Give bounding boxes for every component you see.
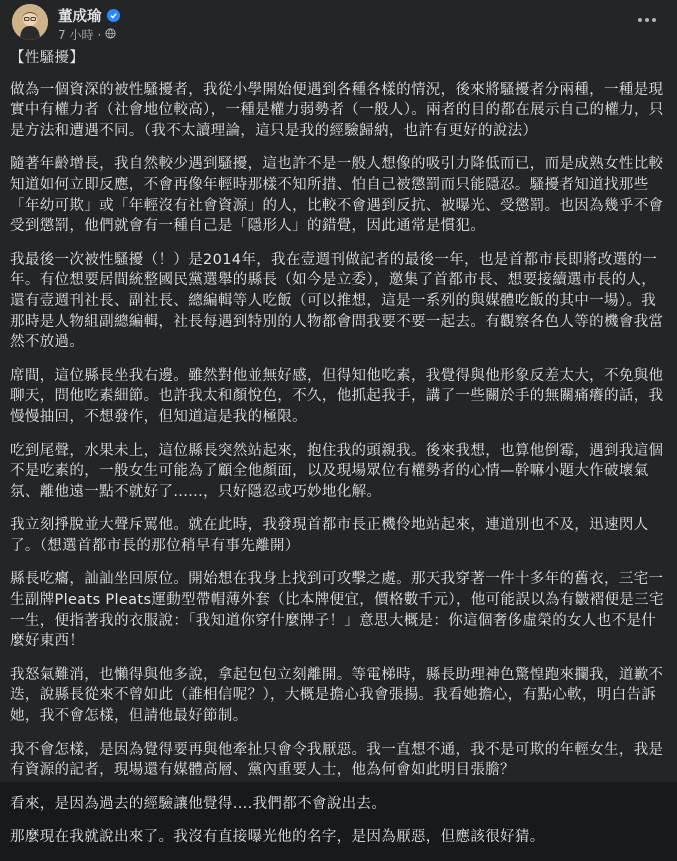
post-paragraph: 席間，這位縣長坐我右邊。雖然對他並無好感，但得知他吃素，我覺得與他形象反差太大，不免與他聊天，問他吃素細節。也許我太和顏悅色，不久，他抓起我手，講了一些關於手的無關痛癢的話，我慢慢抽回，不想發作，但知道這是我的極限。 — [10, 367, 664, 425]
meta-separator: · — [97, 27, 102, 42]
post-paragraph: 那麼現在我就說出來了。我沒有直接曝光他的名字，是因為厭惡，但應該很好猜。 — [10, 829, 545, 846]
post-header — [0, 0, 677, 48]
post-time[interactable]: 7 小時 — [58, 28, 94, 42]
post-paragraph: 我最後一次被性騷擾（！）是2014年，我在壹週刊做記者的最後一年，也是首都市長即將改選的一年。有位想要居間統整國民黨選舉的縣長（如今是立委），邀集了首都市長、想要接續選市長的人，還有壹週刊社長、副社長、總編輯等人吃飯（可以推想，這是一系列的與媒體吃飯的其中一場）。我那時是人物組副總編輯，社長每遇到特別的人物都會問我要不要一起去。有觀察各色人等的機會我當然不放過。 — [10, 251, 664, 351]
author-name-row — [58, 5, 120, 26]
post-tag: 【性騷擾】 — [10, 50, 85, 66]
author-name[interactable]: 董成瑜 — [58, 9, 102, 25]
post-paragraph: 縣長吃癟，訕訕坐回原位。開始想在我身上找到可攻擊之處。那天我穿著一件十多年的舊衣，三宅一生副牌Pleats Pleats運動型帶帽薄外套（比本牌便宜，價格數千元），他可能誤以為有皺褶便是三宅一生，便指著我的衣服說：「我知道你穿什麼牌子！」意思大概是：你這個奢侈虛榮的女人也不是什麼好東西！ — [10, 571, 664, 650]
post-paragraph: 吃到尾聲，水果未上，這位縣長突然站起來，抱住我的頭親我。後來我想，也算他倒霉，遇到我這個不是吃素的，一般女生可能為了顧全他顏面，以及現場眾位有權勢者的心情—幹嘛小題大作破壞氣氛、離他遠一點不就好了......，只好隱忍或巧妙地化解。 — [10, 442, 664, 500]
avatar-portrait-icon — [12, 4, 48, 40]
post-paragraph: 我怒氣難消，也懶得與他多說，拿起包包立刻離開。等電梯時，縣長助理神色驚惶跑來攔我，道歉不迭，說縣長從來不曾如此（誰相信呢？），大概是擔心我會張揚。我看她擔心，有點心軟，明白告訴她，我不會怎樣，但請他最好節制。 — [10, 666, 664, 725]
post-paragraph: 隨著年齡增長，我自然較少遇到騷擾，這也許不是一般人想像的吸引力降低而已，而是成熟女性比較知道如何立即反應，不會再像年輕時那樣不知所措、怕自己被懲罰而只能隱忍。騷擾者知道找那些「年幼可欺」或「年輕沒有社會資源」的人，比較不會遇到反抗、被曝光、受懲罰。也因為幾乎不會受到懲罰，他們就會有一種自己是「隱形人」的錯覺，因此通常是慣犯。 — [10, 156, 664, 235]
globe-icon[interactable] — [105, 28, 116, 42]
post-paragraph: 看來，是因為過去的經驗讓他覺得....我們都不會說出去。 — [10, 795, 387, 812]
post-paragraph: 我立刻掙脫並大聲斥罵他。就在此時，我發現首都市長正機伶地站起來，連道別也不及，迅速閃人了。（想選首都市長的那位稍早有事先離開） — [10, 517, 649, 554]
post-paragraph: 我不會怎樣，是因為覺得要再與他牽扯只會令我厭惡。我一直想不通，我不是可欺的年輕女生，我是有資源的記者，現場還有媒體高層、黨內重要人士，他為何會如此明目張膽？ — [10, 741, 664, 779]
post-meta — [58, 26, 116, 43]
verified-badge-icon — [107, 9, 120, 22]
more-options-icon[interactable] — [633, 10, 661, 30]
post-paragraph: 做為一個資深的被性騷擾者，我從小學開始便遇到各種各樣的情況，後來將騷擾者分兩種，一種是現實中有權力者（社會地位較高），一種是權力弱勢者（一般人）。兩者的目的都在展示自己的權力，只是方法和遭遇不同。（我不太讀理論，這只是我的經驗歸納，也許有更好的說法） — [10, 81, 664, 139]
avatar[interactable] — [12, 4, 48, 40]
post-body — [10, 48, 664, 861]
